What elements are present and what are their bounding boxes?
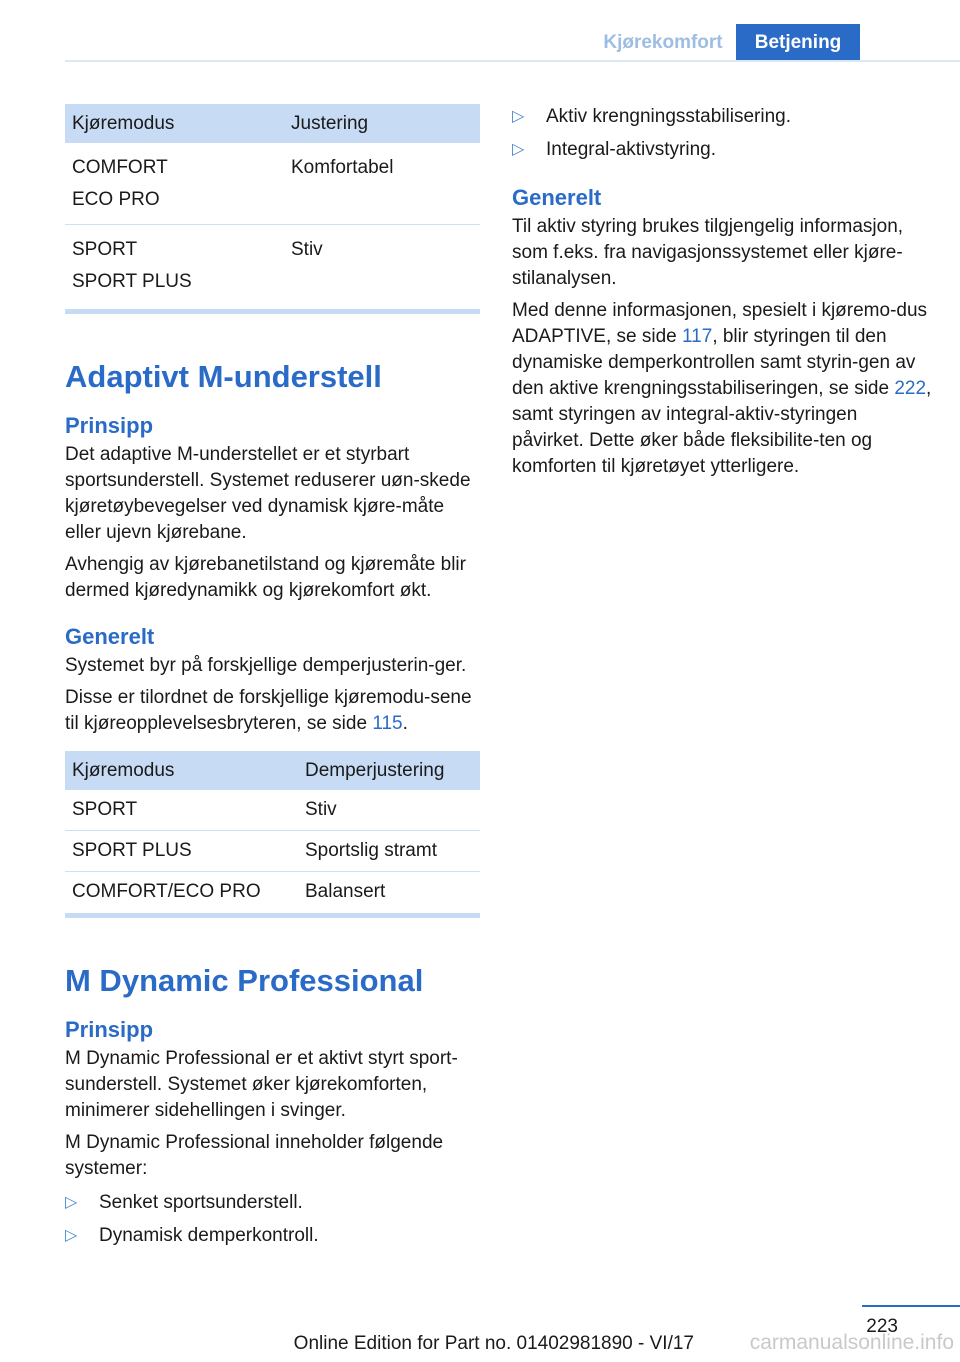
list-item-text: Dynamisk demperkontroll. xyxy=(99,1225,319,1246)
table-bottom-rule xyxy=(65,309,480,314)
drive-mode-table xyxy=(65,104,480,306)
paragraph: Systemet byr på forskjellige demperjusterin-ger. xyxy=(65,655,467,676)
paragraph-text: , blir styringen til den dynamiske demperkontrollen samt styrin-gen av den aktive krengningsstabiliseringen, se side xyxy=(512,326,916,399)
right-column xyxy=(512,100,932,480)
mode-name: SPORT PLUS xyxy=(72,271,192,292)
table-row xyxy=(65,831,480,872)
paragraph: Avhengig av kjørebanetilstand og kjøremåte blir dermed kjøredynamikk og kjørekomfort økt. xyxy=(65,554,466,601)
paragraph-text: Med denne informasjonen, spesielt i kjøremo-dus ADAPTIVE, se side xyxy=(512,300,928,347)
table-cell-mode: COMFORT/ECO PRO xyxy=(72,881,261,902)
heading-general: Generelt xyxy=(512,185,602,210)
mode-name: SPORT xyxy=(72,239,138,260)
list-item xyxy=(512,104,932,130)
paragraph xyxy=(65,685,480,737)
watermark: carmanualsonline.info xyxy=(749,1331,954,1354)
table-cell-value: Stiv xyxy=(298,790,480,831)
list-item-text: Senket sportsunderstell. xyxy=(99,1192,303,1213)
table-cell-mode: SPORT xyxy=(65,790,298,831)
table1-header-adjust: Justering xyxy=(284,104,480,143)
heading-principle: Prinsipp xyxy=(65,1017,154,1042)
heading-general: Generelt xyxy=(65,624,155,649)
table-cell-mode xyxy=(65,143,284,225)
paragraph: Det adaptive M-understellet er et styrbart sportsunderstell. Systemet reduserer uøn-skede kjøretøybevegelser ved dynamisk kjøre-måte eller ujevn kjørebane. xyxy=(65,444,471,543)
table-row xyxy=(65,790,480,831)
header-section-tab[interactable]: Kjørekomfort xyxy=(603,32,723,53)
heading-adaptive-chassis: Adaptivt M-understell xyxy=(65,359,382,394)
paragraph: Til aktiv styring brukes tilgjengelig informasjon, som f.eks. fra navigasjonssystemet eller kjøre-stilanalysen. xyxy=(512,216,904,289)
table-cell-value: Stiv xyxy=(291,239,323,260)
list-item-text: Aktiv krengningsstabilisering. xyxy=(546,106,792,127)
header-active-tab[interactable]: Betjening xyxy=(736,24,860,62)
footer-rule xyxy=(862,1305,960,1307)
table-bottom-rule xyxy=(65,913,480,918)
paragraph-text: , samt styringen av integral-aktiv-styringen påvirket. Dette øker både fleksibilite-ten og komforten til kjøretøyet ytterligere. xyxy=(512,378,932,477)
page-link-115[interactable]: 115 xyxy=(372,713,403,734)
paragraph: M Dynamic Professional er et aktivt styrt sport-sunderstell. Systemet øker kjørekomforten, minimerer sidehellingen i svinger. xyxy=(65,1048,458,1121)
mode-name: ECO PRO xyxy=(72,189,160,210)
table2-header-mode: Kjøremodus xyxy=(65,751,298,790)
list-item xyxy=(65,1223,480,1249)
system-list xyxy=(65,1190,480,1249)
system-list-continued xyxy=(512,104,932,163)
triangle-right-icon: ▷ xyxy=(512,108,525,125)
list-item-text: Integral-aktivstyring. xyxy=(546,139,717,160)
paragraph: M Dynamic Professional inneholder følgende systemer: xyxy=(65,1132,444,1179)
damper-table xyxy=(65,751,480,912)
table-row xyxy=(65,143,480,225)
mode-name: COMFORT xyxy=(72,157,168,178)
paragraph-text: . xyxy=(402,713,408,734)
heading-m-dynamic-professional: M Dynamic Professional xyxy=(65,963,424,998)
page-header xyxy=(0,0,960,62)
table1-header-mode: Kjøremodus xyxy=(65,104,284,143)
triangle-right-icon: ▷ xyxy=(65,1227,78,1244)
list-item xyxy=(512,137,932,163)
table-cell-value: Komfortabel xyxy=(284,143,480,225)
paragraph xyxy=(512,298,932,480)
table-row xyxy=(65,872,480,913)
triangle-right-icon: ▷ xyxy=(512,141,525,158)
table-row xyxy=(65,225,480,307)
table-cell-mode: SPORT PLUS xyxy=(65,831,298,872)
table-cell-value: Balansert xyxy=(305,881,386,902)
table-cell-value: Sportslig stramt xyxy=(298,831,480,872)
table-cell-mode xyxy=(65,225,284,307)
footer-edition: Online Edition for Part no. 01402981890 - VI/17 xyxy=(293,1333,694,1354)
left-column xyxy=(65,104,480,1249)
triangle-right-icon: ▷ xyxy=(65,1194,78,1211)
page-link-222[interactable]: 222 xyxy=(894,378,927,399)
list-item xyxy=(65,1190,480,1216)
page-number: 223 xyxy=(866,1316,898,1337)
heading-principle: Prinsipp xyxy=(65,413,154,438)
header-rule xyxy=(65,60,960,62)
paragraph-text: Disse er tilordnet de forskjellige kjøremodu-sene til kjøreopplevelsesbryteren, se side xyxy=(65,687,472,734)
table2-header-damper: Demperjustering xyxy=(298,751,480,790)
page-link-117[interactable]: 117 xyxy=(682,326,713,347)
